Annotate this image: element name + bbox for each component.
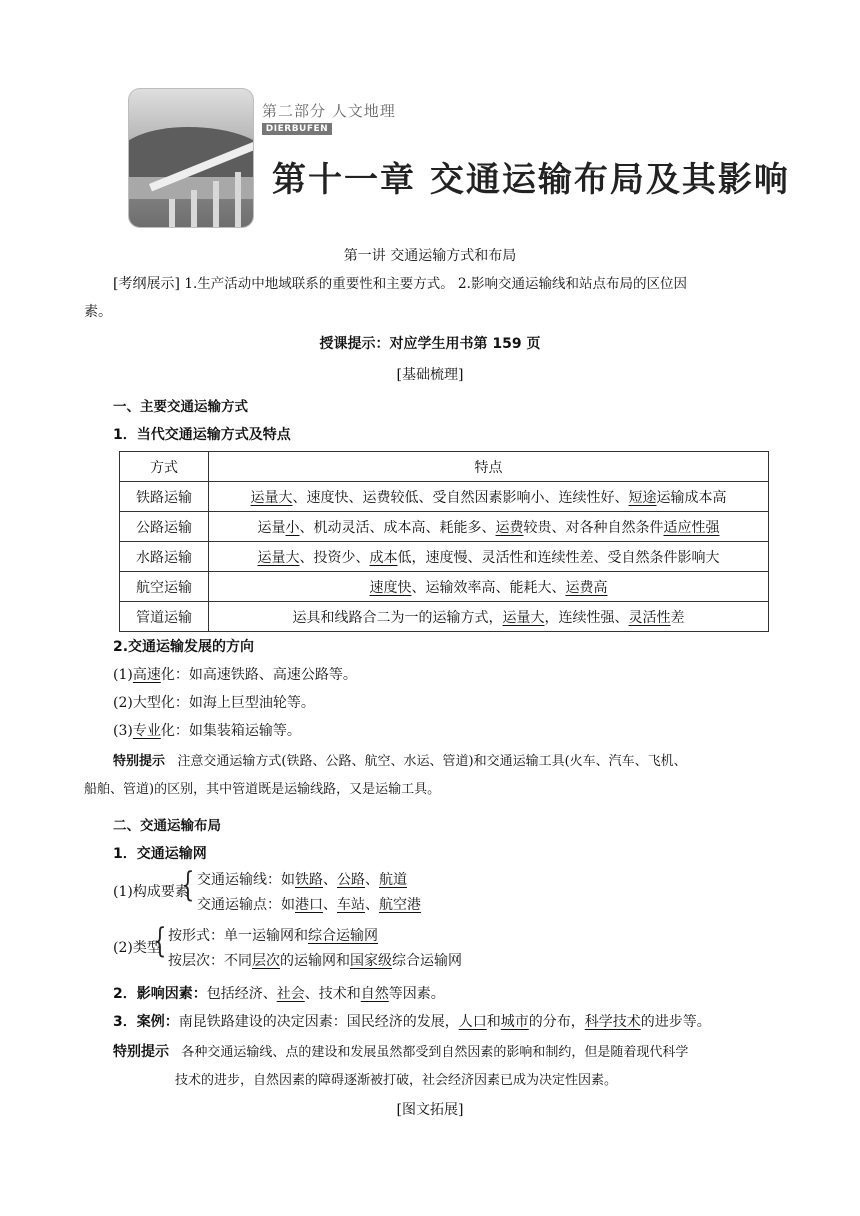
brace-icon: {: [153, 921, 167, 961]
transport-modes-table: [119, 451, 769, 632]
lesson-hint: 授课提示：对应学生用书第 159 页: [319, 336, 541, 352]
outline-label: [考纲展示]: [113, 276, 180, 292]
section-basic: [基础梳理]: [396, 367, 464, 383]
lecture-title: 第一讲 交通运输方式和布局: [343, 248, 517, 264]
table-row: [120, 542, 769, 572]
section-1-subtitle-2: 2.交通运输发展的方向: [113, 639, 255, 655]
part-title: 第二部分 人文地理: [262, 102, 396, 120]
outline-text-1: 1.生产活动中地域联系的重要性和主要方式。 2.影响交通运输线和站点布局的区位因: [184, 276, 687, 292]
section-2-title: 二、交通运输布局: [113, 818, 221, 834]
table-cell-features: 运具和线路合二为一的运输方式，运量大，连续性强、灵活性差: [209, 602, 769, 632]
section-1-subtitle-1: 1．当代交通运输方式及特点: [113, 427, 291, 443]
direction-3: (3)专业化：如集装箱运输等。: [113, 723, 301, 739]
outline-text-2: 素。: [84, 304, 112, 320]
network-type-form: 按形式：单一运输网和综合运输网: [168, 928, 378, 944]
tip-label: 特别提示: [113, 754, 166, 769]
table-header-row: [120, 452, 769, 482]
outline: [84, 270, 780, 326]
brace-icon: {: [181, 865, 195, 905]
special-tip-1: 特别提示 注意交通运输方式(铁路、公路、航空、水运、管道)和交通运输工具(火车、汽车、飞机、 船舶、管道)的区别，其中管道既是运输线路，又是运输工具。: [84, 754, 687, 797]
direction-2: (2)大型化：如海上巨型油轮等。: [113, 695, 315, 711]
table-cell-mode: 管道运输: [120, 602, 209, 632]
section-2-subtitle-1: 1．交通运输网: [113, 846, 207, 862]
table-row: [120, 572, 769, 602]
table-cell-features: 运量小、机动灵活、成本高、耗能多、运费较贵、对各种自然条件适应性强: [209, 512, 769, 542]
section-extension: [图文拓展]: [396, 1102, 464, 1118]
direction-1: (1)高速化：如高速铁路、高速公路等。: [113, 667, 357, 683]
network-line: 交通运输线：如铁路、公路、航道: [197, 872, 407, 888]
table-cell-features: 速度快、运输效率高、能耗大、运费高: [209, 572, 769, 602]
special-tip-2-line-2: 技术的进步，自然因素的障碍逐渐被打破，社会经济因素已成为决定性因素。: [175, 1073, 618, 1088]
table-cell-features: 运量大、速度快、运费较低、受自然因素影响小、连续性好、短途运输成本高: [209, 482, 769, 512]
tip-label: 特别提示: [113, 1044, 169, 1060]
chapter-hero-image: [128, 88, 254, 228]
network-type-level: 按层次：不同层次的运输网和国家级综合运输网: [168, 953, 462, 969]
case-study: 3．案例：南昆铁路建设的决定因素：国民经济的发展，人口和城市的分布，科学技术的进步等。: [113, 1014, 711, 1030]
table-cell-mode: 铁路运输: [120, 482, 209, 512]
chapter-title: 第十一章 交通运输布局及其影响: [272, 160, 790, 200]
part-tag: DIERBUFEN: [262, 123, 332, 135]
table-row: [120, 602, 769, 632]
table-header-cell: 方式: [120, 452, 209, 482]
network-elements-label: (1)构成要素: [113, 884, 189, 900]
table-cell-mode: 航空运输: [120, 572, 209, 602]
table-row: [120, 482, 769, 512]
network-point: 交通运输点：如港口、车站、航空港: [197, 897, 421, 913]
table-row: [120, 512, 769, 542]
table-header-cell: 特点: [209, 452, 769, 482]
influencing-factors: 2．影响因素：包括经济、社会、技术和自然等因素。: [113, 986, 445, 1002]
network-type-label: (2)类型: [113, 940, 161, 956]
table-cell-mode: 水路运输: [120, 542, 209, 572]
table-cell-features: 运量大、投资少、成本低，速度慢、灵活性和连续性差、受自然条件影响大: [209, 542, 769, 572]
special-tip-2: 特别提示 各种交通运输线、点的建设和发展虽然都受到自然因素的影响和制约，但是随着现代科学: [113, 1044, 689, 1060]
section-1-title: 一、主要交通运输方式: [113, 399, 248, 415]
table-cell-mode: 公路运输: [120, 512, 209, 542]
